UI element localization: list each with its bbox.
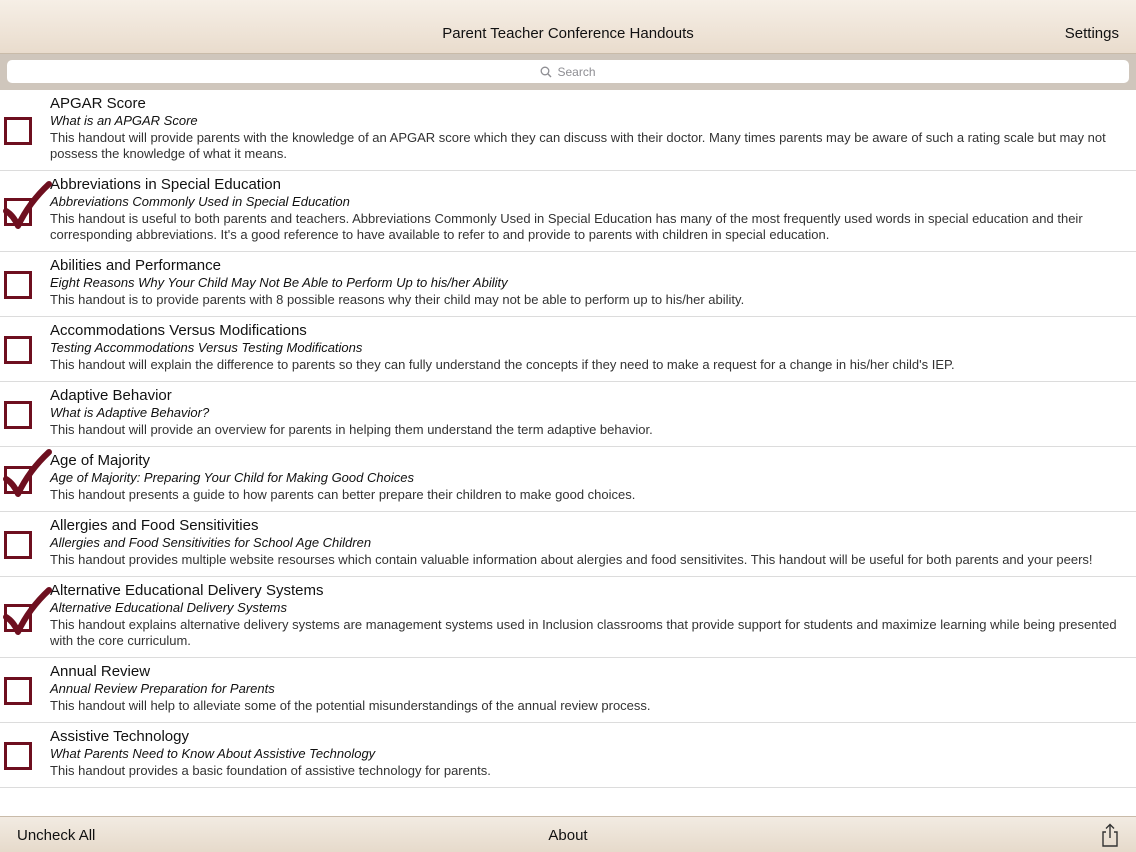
settings-button[interactable]: Settings — [1064, 25, 1119, 42]
item-title: Allergies and Food Sensitivities — [50, 517, 259, 534]
item-subtitle: Eight Reasons Why Your Child May Not Be Able to Perform Up to his/her Ability — [50, 275, 508, 290]
checkbox[interactable] — [4, 198, 32, 226]
item-description: This handout will provide an overview for parents in helping them understand the term adaptive behavior. — [50, 422, 653, 437]
checkbox[interactable] — [4, 604, 32, 632]
checkbox[interactable] — [4, 336, 32, 364]
checkbox[interactable] — [4, 401, 32, 429]
list-item[interactable] — [0, 171, 1136, 252]
bottom-toolbar — [0, 816, 1136, 852]
list-item[interactable] — [0, 658, 1136, 723]
item-subtitle: Allergies and Food Sensitivities for School Age Children — [50, 535, 372, 550]
item-description: This handout is to provide parents with 8 possible reasons why their child may not be able to perform up to his/her ability. — [50, 292, 745, 307]
list-item[interactable] — [0, 723, 1136, 788]
checkbox[interactable] — [4, 117, 32, 145]
item-description: This handout is useful to both parents and teachers. Abbreviations Commonly Used in Special Education has many of the most frequently used words in special education and their corresponding abbreviations. It's a good reference to have available to refer to and provide to parents with children in special education. — [50, 211, 1083, 242]
about-button[interactable]: About — [548, 827, 588, 844]
item-title: Abbreviations in Special Education — [50, 176, 281, 193]
item-description: This handout provides a basic foundation of assistive technology for parents. — [50, 763, 491, 778]
item-title: APGAR Score — [50, 95, 146, 112]
list-item[interactable] — [0, 317, 1136, 382]
navigation-bar — [0, 0, 1136, 54]
list-item[interactable] — [0, 382, 1136, 447]
list-item[interactable] — [0, 577, 1136, 658]
checkmark-icon — [3, 449, 55, 501]
item-description: This handout presents a guide to how parents can better prepare their children to make good choices. — [50, 487, 636, 502]
item-description: This handout will provide parents with the knowledge of an APGAR score which they can discuss with their doctor. Many times parents may be aware of such a rating scale but may not possess the knowledge of what it means. — [50, 130, 1106, 161]
item-subtitle: Alternative Educational Delivery Systems — [50, 600, 287, 615]
checkmark-icon — [3, 181, 55, 233]
item-title: Assistive Technology — [50, 728, 189, 745]
item-description: This handout provides multiple website resourses which contain valuable information about alergies and food sensitivites. This handout will be useful for both parents and your peers! — [50, 552, 1093, 567]
checkmark-icon — [3, 587, 55, 639]
item-title: Accommodations Versus Modifications — [50, 322, 307, 339]
list-item[interactable] — [0, 447, 1136, 512]
checkbox[interactable] — [4, 271, 32, 299]
item-subtitle: Testing Accommodations Versus Testing Modifications — [50, 340, 363, 355]
item-subtitle: Age of Majority: Preparing Your Child for Making Good Choices — [50, 470, 414, 485]
share-icon[interactable] — [1100, 823, 1120, 847]
search-placeholder: Search — [557, 64, 596, 79]
uncheck-all-button[interactable]: Uncheck All — [17, 827, 96, 844]
list-item[interactable] — [0, 512, 1136, 577]
handout-list — [0, 90, 1136, 816]
item-title: Annual Review — [50, 663, 151, 680]
item-title: Adaptive Behavior — [50, 387, 172, 404]
item-subtitle: What Parents Need to Know About Assistive Technology — [50, 746, 376, 761]
search-icon — [540, 66, 552, 78]
item-description: This handout will explain the difference to parents so they can fully understand the concepts if they need to make a request for a change in his/her child's IEP. — [50, 357, 955, 372]
search-bar — [0, 54, 1136, 90]
item-description: This handout explains alternative delivery systems are management systems used in Inclusion classrooms that provide support for students and maximize learning while being presented with the core curriculum. — [50, 617, 1117, 648]
item-title: Alternative Educational Delivery Systems — [50, 582, 324, 599]
list-item[interactable] — [0, 90, 1136, 171]
page-title: Parent Teacher Conference Handouts — [442, 25, 694, 42]
item-subtitle: Annual Review Preparation for Parents — [50, 681, 275, 696]
checkbox[interactable] — [4, 531, 32, 559]
item-title: Age of Majority — [50, 452, 151, 469]
list-item[interactable] — [0, 252, 1136, 317]
item-subtitle: Abbreviations Commonly Used in Special Education — [50, 194, 350, 209]
checkbox[interactable] — [4, 466, 32, 494]
item-subtitle: What is Adaptive Behavior? — [50, 405, 210, 420]
checkbox[interactable] — [4, 742, 32, 770]
item-title: Abilities and Performance — [50, 257, 221, 274]
item-description: This handout will help to alleviate some of the potential misunderstandings of the annual review process. — [50, 698, 651, 713]
checkbox[interactable] — [4, 677, 32, 705]
search-input[interactable] — [7, 60, 1129, 83]
item-subtitle: What is an APGAR Score — [50, 113, 198, 128]
